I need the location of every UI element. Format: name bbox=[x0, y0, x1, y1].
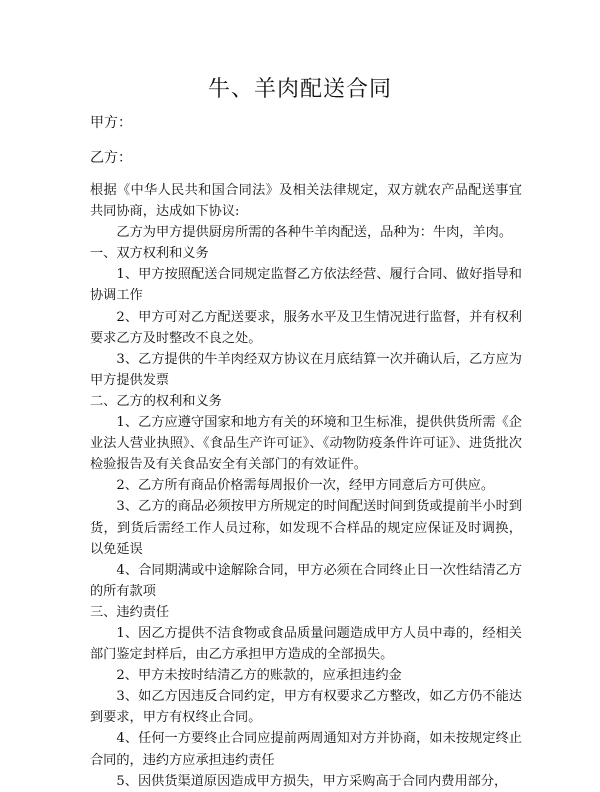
section-1-item-2: 2、甲方可对乙方配送要求，服务水平及卫生情况进行监督，并有权利要求乙方及时整改不良之处。 bbox=[90, 309, 522, 346]
section-1-item-3: 3、乙方提供的牛羊肉经双方协议在月底结算一次并确认后，乙方应为甲方提供发票 bbox=[90, 351, 522, 388]
section-2-item-1: 1、乙方应遵守国家和地方有关的环境和卫生标准，提供供货所需《企业法人营业执照》、《食品生产许可证》、《动物防疫条件许可证》、进货批次检验报告及有关食品安全有关部门的有效证件。 bbox=[90, 415, 522, 473]
contract-body bbox=[90, 180, 522, 792]
section-3-item-5: 5、因供货渠道原因造成甲方损失，甲方采购高于合同内费用部分， bbox=[116, 773, 508, 789]
section-2-heading: 二、乙方的权利和义务 bbox=[90, 393, 222, 409]
party-b-label: 乙方： bbox=[90, 150, 132, 166]
section-3-item-1: 1、因乙方提供不洁食物或食品质量问题造成甲方人员中毒的，经相关部门鉴定封样后，由乙方承担甲方造成的全部损失。 bbox=[90, 625, 522, 663]
section-3-item-2: 2、甲方未按时结清乙方的账款的，应承担违约金 bbox=[116, 668, 402, 684]
section-3-item-3: 3、如乙方因违反合同约定，甲方有权要求乙方整改，如乙方仍不能达到要求，甲方有权终止合同。 bbox=[90, 689, 522, 726]
scope-paragraph: 乙方为甲方提供厨房所需的各种牛羊肉配送，品种为：牛肉，羊肉。 bbox=[116, 225, 513, 241]
document-title: 牛、羊肉配送合同 bbox=[207, 77, 392, 102]
section-2-item-2: 2、乙方所有商品价格需每周报价一次，经甲方同意后方可供应。 bbox=[116, 478, 495, 494]
party-a-label: 甲方： bbox=[90, 115, 132, 131]
section-1-item-1: 1、甲方按照配送合同规定监督乙方依法经营、履行合同、做好指导和协调工作 bbox=[90, 267, 522, 304]
section-1-heading: 一、双方权利和义务 bbox=[90, 246, 209, 262]
section-2-item-3: 3、乙方的商品必须按甲方所规定的时间配送时间到货或提前半小时到货，到货后需经工作人员过称，如发现不合样品的规定应保证及时调换，以免延误 bbox=[90, 499, 522, 557]
intro-paragraph: 根据《中华人民共和国合同法》及相关法律规定，双方就农产品配送事宜共同协商，达成如下协议: bbox=[90, 183, 522, 220]
section-2-item-4: 4、合同期满或中途解除合同，甲方必须在合同终止日一次性结清乙方的所有款项 bbox=[90, 562, 522, 599]
section-3-heading: 三、违约责任 bbox=[90, 604, 170, 620]
section-3-item-4: 4、任何一方要终止合同应提前两周通知对方并协商，如未按规定终止合同的，违约方应承担违约责任 bbox=[90, 731, 522, 768]
